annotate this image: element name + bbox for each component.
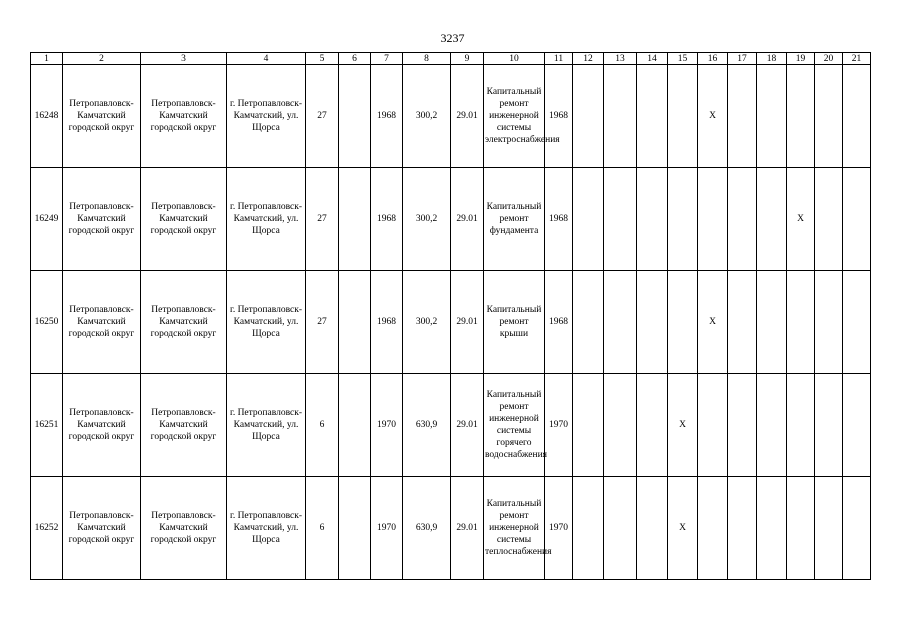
column-header: 1	[31, 53, 63, 65]
column-header: 14	[637, 53, 668, 65]
cell	[668, 65, 698, 168]
cell	[843, 168, 871, 271]
municipality-cell: Петропавловск-Камчатский городской округ	[63, 168, 141, 271]
cell	[604, 168, 637, 271]
address-cell: г. Петропавловск-Камчатский, ул. Щорса	[227, 374, 306, 477]
code-cell: 29.01	[451, 65, 484, 168]
cell	[604, 374, 637, 477]
cell	[787, 65, 815, 168]
cell	[815, 374, 843, 477]
page-number: 3237	[440, 31, 465, 45]
code-cell: 29.01	[451, 271, 484, 374]
settlement-cell: Петропавловск-Камчатский городской округ	[141, 374, 227, 477]
year-built-cell: 1968	[371, 65, 403, 168]
code-cell: 29.01	[451, 168, 484, 271]
area-cell: 630,9	[403, 374, 451, 477]
work-type-cell: Капитальный ремонт фундамента	[484, 168, 545, 271]
cell	[604, 477, 637, 580]
column-header: 6	[339, 53, 371, 65]
row-id: 16252	[31, 477, 63, 580]
column-header: 18	[757, 53, 787, 65]
address-cell: г. Петропавловск-Камчатский, ул. Щорса	[227, 271, 306, 374]
cell	[757, 65, 787, 168]
mark-cell: Х	[698, 65, 728, 168]
cell	[339, 374, 371, 477]
cell	[757, 168, 787, 271]
column-header: 19	[787, 53, 815, 65]
cell	[637, 168, 668, 271]
settlement-cell: Петропавловск-Камчатский городской округ	[141, 65, 227, 168]
cell	[573, 271, 604, 374]
column-header: 17	[728, 53, 757, 65]
code-cell: 29.01	[451, 477, 484, 580]
cell	[637, 477, 668, 580]
cell	[757, 374, 787, 477]
cell	[339, 271, 371, 374]
cell	[787, 374, 815, 477]
area-cell: 630,9	[403, 477, 451, 580]
municipality-cell: Петропавловск-Камчатский городской округ	[63, 374, 141, 477]
cell	[815, 65, 843, 168]
area-cell: 300,2	[403, 271, 451, 374]
work-type-cell: Капитальный ремонт инженерной системы электроснабжения	[484, 65, 545, 168]
year-cell: 1970	[545, 374, 573, 477]
column-header: 21	[843, 53, 871, 65]
house-number-cell: 27	[306, 168, 339, 271]
row-id: 16249	[31, 168, 63, 271]
column-header: 8	[403, 53, 451, 65]
municipality-cell: Петропавловск-Камчатский городской округ	[63, 65, 141, 168]
cell	[637, 65, 668, 168]
cell	[843, 477, 871, 580]
column-number-row	[31, 53, 871, 65]
area-cell: 300,2	[403, 65, 451, 168]
cell	[668, 168, 698, 271]
table-row	[31, 168, 871, 271]
cell	[815, 271, 843, 374]
column-header: 3	[141, 53, 227, 65]
table-row	[31, 65, 871, 168]
row-id: 16250	[31, 271, 63, 374]
year-built-cell: 1968	[371, 168, 403, 271]
house-number-cell: 6	[306, 477, 339, 580]
cell	[573, 65, 604, 168]
column-header: 5	[306, 53, 339, 65]
cell	[573, 374, 604, 477]
column-header: 10	[484, 53, 545, 65]
column-header: 7	[371, 53, 403, 65]
work-type-cell: Капитальный ремонт инженерной системы теплоснабжения	[484, 477, 545, 580]
house-number-cell: 27	[306, 271, 339, 374]
cell	[339, 168, 371, 271]
cell	[573, 168, 604, 271]
cell	[787, 271, 815, 374]
column-header: 13	[604, 53, 637, 65]
cell	[698, 374, 728, 477]
cell	[728, 477, 757, 580]
year-built-cell: 1970	[371, 374, 403, 477]
year-built-cell: 1968	[371, 271, 403, 374]
mark-cell: Х	[698, 271, 728, 374]
mark-cell: Х	[668, 374, 698, 477]
table-row	[31, 477, 871, 580]
work-type-cell: Капитальный ремонт инженерной системы горячего водоснабжения	[484, 374, 545, 477]
registry-table	[30, 52, 871, 580]
cell	[815, 168, 843, 271]
column-header: 4	[227, 53, 306, 65]
year-cell: 1968	[545, 168, 573, 271]
cell	[604, 65, 637, 168]
column-header: 16	[698, 53, 728, 65]
cell	[668, 271, 698, 374]
municipality-cell: Петропавловск-Камчатский городской округ	[63, 271, 141, 374]
year-cell: 1968	[545, 65, 573, 168]
column-header: 12	[573, 53, 604, 65]
table-row	[31, 271, 871, 374]
municipality-cell: Петропавловск-Камчатский городской округ	[63, 477, 141, 580]
code-cell: 29.01	[451, 374, 484, 477]
address-cell: г. Петропавловск-Камчатский, ул. Щорса	[227, 65, 306, 168]
year-cell: 1970	[545, 477, 573, 580]
column-header: 15	[668, 53, 698, 65]
cell	[815, 477, 843, 580]
settlement-cell: Петропавловск-Камчатский городской округ	[141, 168, 227, 271]
mark-cell: Х	[787, 168, 815, 271]
address-cell: г. Петропавловск-Камчатский, ул. Щорса	[227, 477, 306, 580]
house-number-cell: 27	[306, 65, 339, 168]
cell	[698, 477, 728, 580]
cell	[728, 271, 757, 374]
column-header: 11	[545, 53, 573, 65]
area-cell: 300,2	[403, 168, 451, 271]
cell	[728, 374, 757, 477]
cell	[843, 374, 871, 477]
cell	[698, 168, 728, 271]
address-cell: г. Петропавловск-Камчатский, ул. Щорса	[227, 168, 306, 271]
cell	[573, 477, 604, 580]
cell	[339, 65, 371, 168]
year-built-cell: 1970	[371, 477, 403, 580]
cell	[637, 374, 668, 477]
cell	[604, 271, 637, 374]
cell	[843, 271, 871, 374]
cell	[787, 477, 815, 580]
table-row	[31, 374, 871, 477]
cell	[728, 168, 757, 271]
year-cell: 1968	[545, 271, 573, 374]
cell	[757, 271, 787, 374]
column-header: 9	[451, 53, 484, 65]
column-header: 2	[63, 53, 141, 65]
work-type-cell: Капитальный ремонт крыши	[484, 271, 545, 374]
settlement-cell: Петропавловск-Камчатский городской округ	[141, 477, 227, 580]
cell	[339, 477, 371, 580]
column-header: 20	[815, 53, 843, 65]
house-number-cell: 6	[306, 374, 339, 477]
row-id: 16248	[31, 65, 63, 168]
cell	[843, 65, 871, 168]
cell	[757, 477, 787, 580]
row-id: 16251	[31, 374, 63, 477]
cell	[637, 271, 668, 374]
cell	[728, 65, 757, 168]
settlement-cell: Петропавловск-Камчатский городской округ	[141, 271, 227, 374]
mark-cell: Х	[668, 477, 698, 580]
